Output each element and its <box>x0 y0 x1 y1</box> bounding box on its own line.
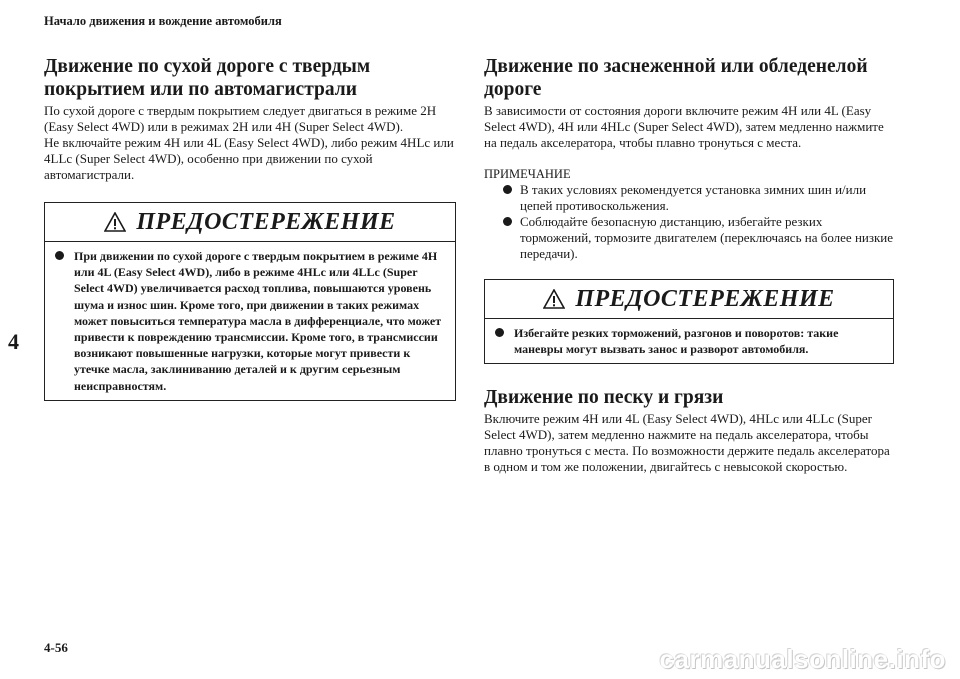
bullet-icon <box>495 328 504 337</box>
warning-triangle-icon <box>543 289 565 309</box>
section-heading-sand-mud: Движение по песку и грязи <box>484 387 724 409</box>
paragraph-sand-mud: Включите режим 4H или 4L (Easy Select 4WD), 4HLc или 4LLc (Super Select 4WD), затем медленно нажмите на педаль акселератора, чтобы плавно тронуться с места. По возможности держите педаль акселератора в одном и том же положении, двигайтесь с невысокой скоростью. <box>484 411 890 475</box>
page-number: 4-56 <box>44 640 68 655</box>
warning-title: ПРЕДОСТЕРЕЖЕНИЕ <box>575 285 835 312</box>
bullet-icon <box>503 217 512 226</box>
warning-text: При движении по сухой дороге с твердым покрытием в режиме 4H или 4L (Easy Select 4WD), либо в режиме 4HLc или 4LLc (Super Select 4WD) увеличивается расход топлива, повышаются уровень шума и износ шин. Кроме того, при движении в таких режимах может повыситься температура масла в дифференциале, что может привести к повреждению трансмиссии. Кроме того, в трансмиссии возникают повышенные нагрузки, которые могут привести к утечке масла, заклиниванию деталей и к другим серьезным неисправностям. <box>74 249 442 393</box>
right-column <box>484 55 894 475</box>
left-column <box>44 55 456 401</box>
section-heading-dry-road: Движение по сухой дороге с твердым покрытием или по автомагистрали <box>44 56 371 100</box>
paragraph-dry-road-2: Не включайте режим 4H или 4L (Easy Select 4WD), либо режим 4HLc или 4LLc (Super Select 4WD), особенно при движении по сухой автомагистрали. <box>44 135 454 182</box>
watermark: carmanualsonline.info <box>659 644 946 674</box>
warning-box-dry-road <box>44 202 456 401</box>
note-text: Соблюдайте безопасную дистанцию, избегайте резких торможений, тормозите двигателем (переключаясь на более низкие передачи). <box>520 214 894 261</box>
note-list <box>503 182 894 262</box>
note-item <box>503 182 894 214</box>
warning-triangle-icon <box>104 212 126 232</box>
chapter-tab: 4 <box>8 329 19 354</box>
warning-header <box>45 203 455 242</box>
note-item <box>503 214 894 262</box>
warning-box-snow-ice <box>484 279 894 364</box>
warning-header <box>485 280 893 319</box>
note-text: В таких условиях рекомендуется установка зимних шин и/или цепей противоскольжения. <box>520 182 867 213</box>
bullet-icon <box>503 185 512 194</box>
paragraph-snow-ice: В зависимости от состояния дороги включите режим 4H или 4L (Easy Select 4WD), 4H или 4HLc (Super Select 4WD), затем медленно нажмите на педаль акселератора, чтобы плавно тронуться с места. <box>484 103 884 150</box>
paragraph-dry-road-1: По сухой дороге с твердым покрытием следует двигаться в режиме 2H (Easy Select 4WD) или в режимах 2H или 4H (Super Select 4WD). <box>44 103 437 134</box>
running-header: Начало движения и вождение автомобиля <box>44 14 282 28</box>
warning-text: Избегайте резких торможений, разгонов и поворотов: такие маневры могут вызвать занос и разворот автомобиля. <box>514 326 839 357</box>
bullet-icon <box>55 251 64 260</box>
note-label: ПРИМЕЧАНИЕ <box>484 167 571 181</box>
section-heading-snow-ice: Движение по заснеженной или обледенелой дороге <box>484 56 868 100</box>
warning-title: ПРЕДОСТЕРЕЖЕНИЕ <box>136 208 396 235</box>
